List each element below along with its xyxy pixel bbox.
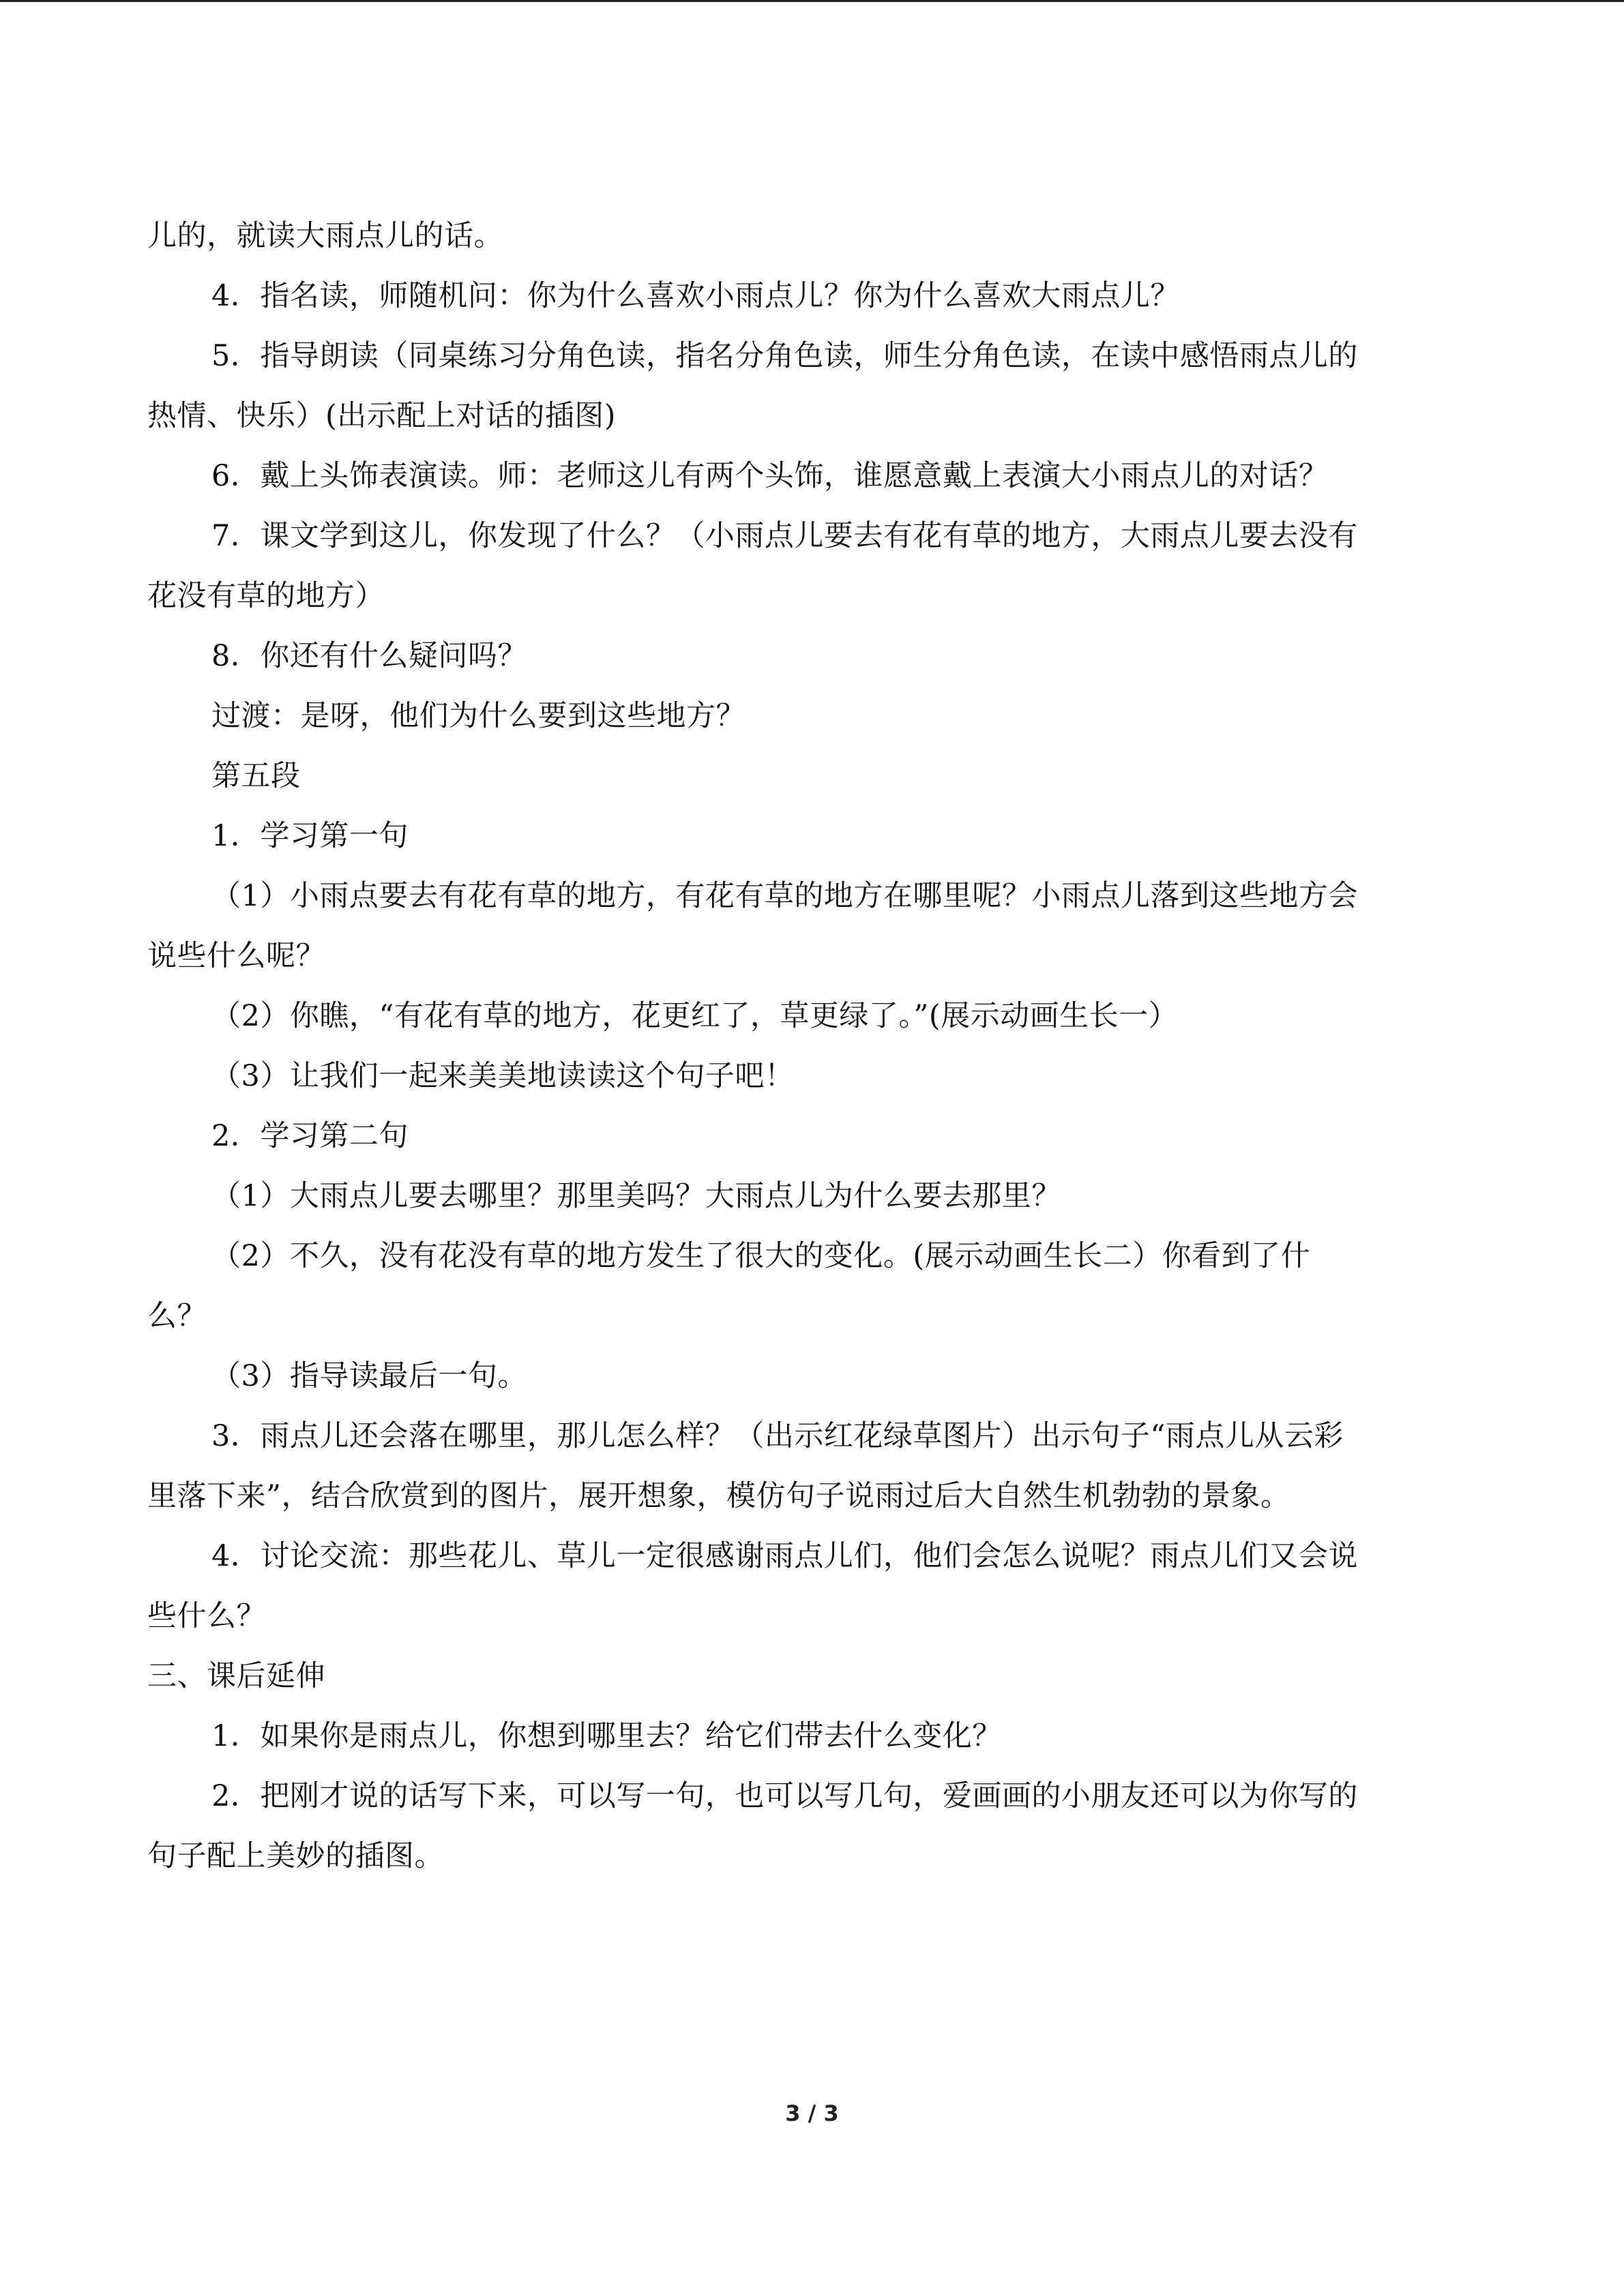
text-line: 2．把刚才说的话写下来，可以写一句，也可以写几句，爱画画的小朋友还可以为你写的 [211, 1779, 1358, 1813]
text-line: 说些什么呢？ [147, 939, 325, 973]
text-line: （2）你瞧，“有花有草的地方，花更红了，草更绿了。”(展示动画生长一） [211, 999, 1179, 1033]
text-line: 1．学习第一句 [211, 819, 409, 853]
page-number: 3 / 3 [785, 2100, 839, 2126]
text-line: 花没有草的地方） [147, 579, 385, 613]
text-line: 4．指名读，师随机问：你为什么喜欢小雨点儿？你为什么喜欢大雨点儿？ [211, 279, 1180, 313]
text-line: 3．雨点儿还会落在哪里，那儿怎么样？（出示红花绿草图片）出示句子“雨点儿从云彩 [211, 1419, 1344, 1453]
text-line: 7．课文学到这儿，你发现了什么？（小雨点儿要去有花有草的地方，大雨点儿要去没有 [211, 519, 1358, 553]
text-line: 热情、快乐）(出示配上对话的插图) [147, 399, 617, 433]
text-line: 里落下来”，结合欣赏到的图片，展开想象，模仿句子说雨过后大自然生机勃勃的景象。 [147, 1479, 1290, 1513]
text-line: 6．戴上头饰表演读。师：老师这儿有两个头饰，谁愿意戴上表演大小雨点儿的对话？ [211, 459, 1329, 493]
text-line: 8．你还有什么疑问吗？ [211, 639, 527, 673]
text-line: 2．学习第二句 [211, 1119, 409, 1153]
text-line: 句子配上美妙的插图。 [147, 1839, 444, 1873]
text-line: （1）大雨点儿要去哪里？那里美吗？大雨点儿为什么要去那里？ [211, 1179, 1061, 1213]
text-line: （2）不久，没有花没有草的地方发生了很大的变化。(展示动画生长二）你看到了什 [211, 1239, 1311, 1273]
text-line: 5．指导朗读（同桌练习分角色读，指名分角色读，师生分角色读，在读中感悟雨点儿的 [211, 339, 1358, 373]
text-line: 些什么？ [147, 1599, 266, 1633]
text-line: （3）让我们一起来美美地读读这个句子吧！ [211, 1059, 795, 1093]
text-line: （3）指导读最后一句。 [211, 1359, 527, 1393]
section-heading: 第五段 [211, 759, 301, 793]
section-heading: 三、课后延伸 [147, 1659, 325, 1693]
text-line: 么？ [147, 1299, 207, 1333]
text-line: 4．讨论交流：那些花儿、草儿一定很感谢雨点儿们，他们会怎么说呢？雨点儿们又会说 [211, 1539, 1358, 1573]
text-line: （1）小雨点要去有花有草的地方，有花有草的地方在哪里呢？小雨点儿落到这些地方会 [211, 879, 1358, 913]
text-line: 1．如果你是雨点儿，你想到哪里去？给它们带去什么变化？ [211, 1719, 1002, 1753]
text-line: 过渡：是呀，他们为什么要到这些地方？ [211, 699, 745, 733]
text-line: 儿的，就读大雨点儿的话。 [147, 219, 503, 253]
